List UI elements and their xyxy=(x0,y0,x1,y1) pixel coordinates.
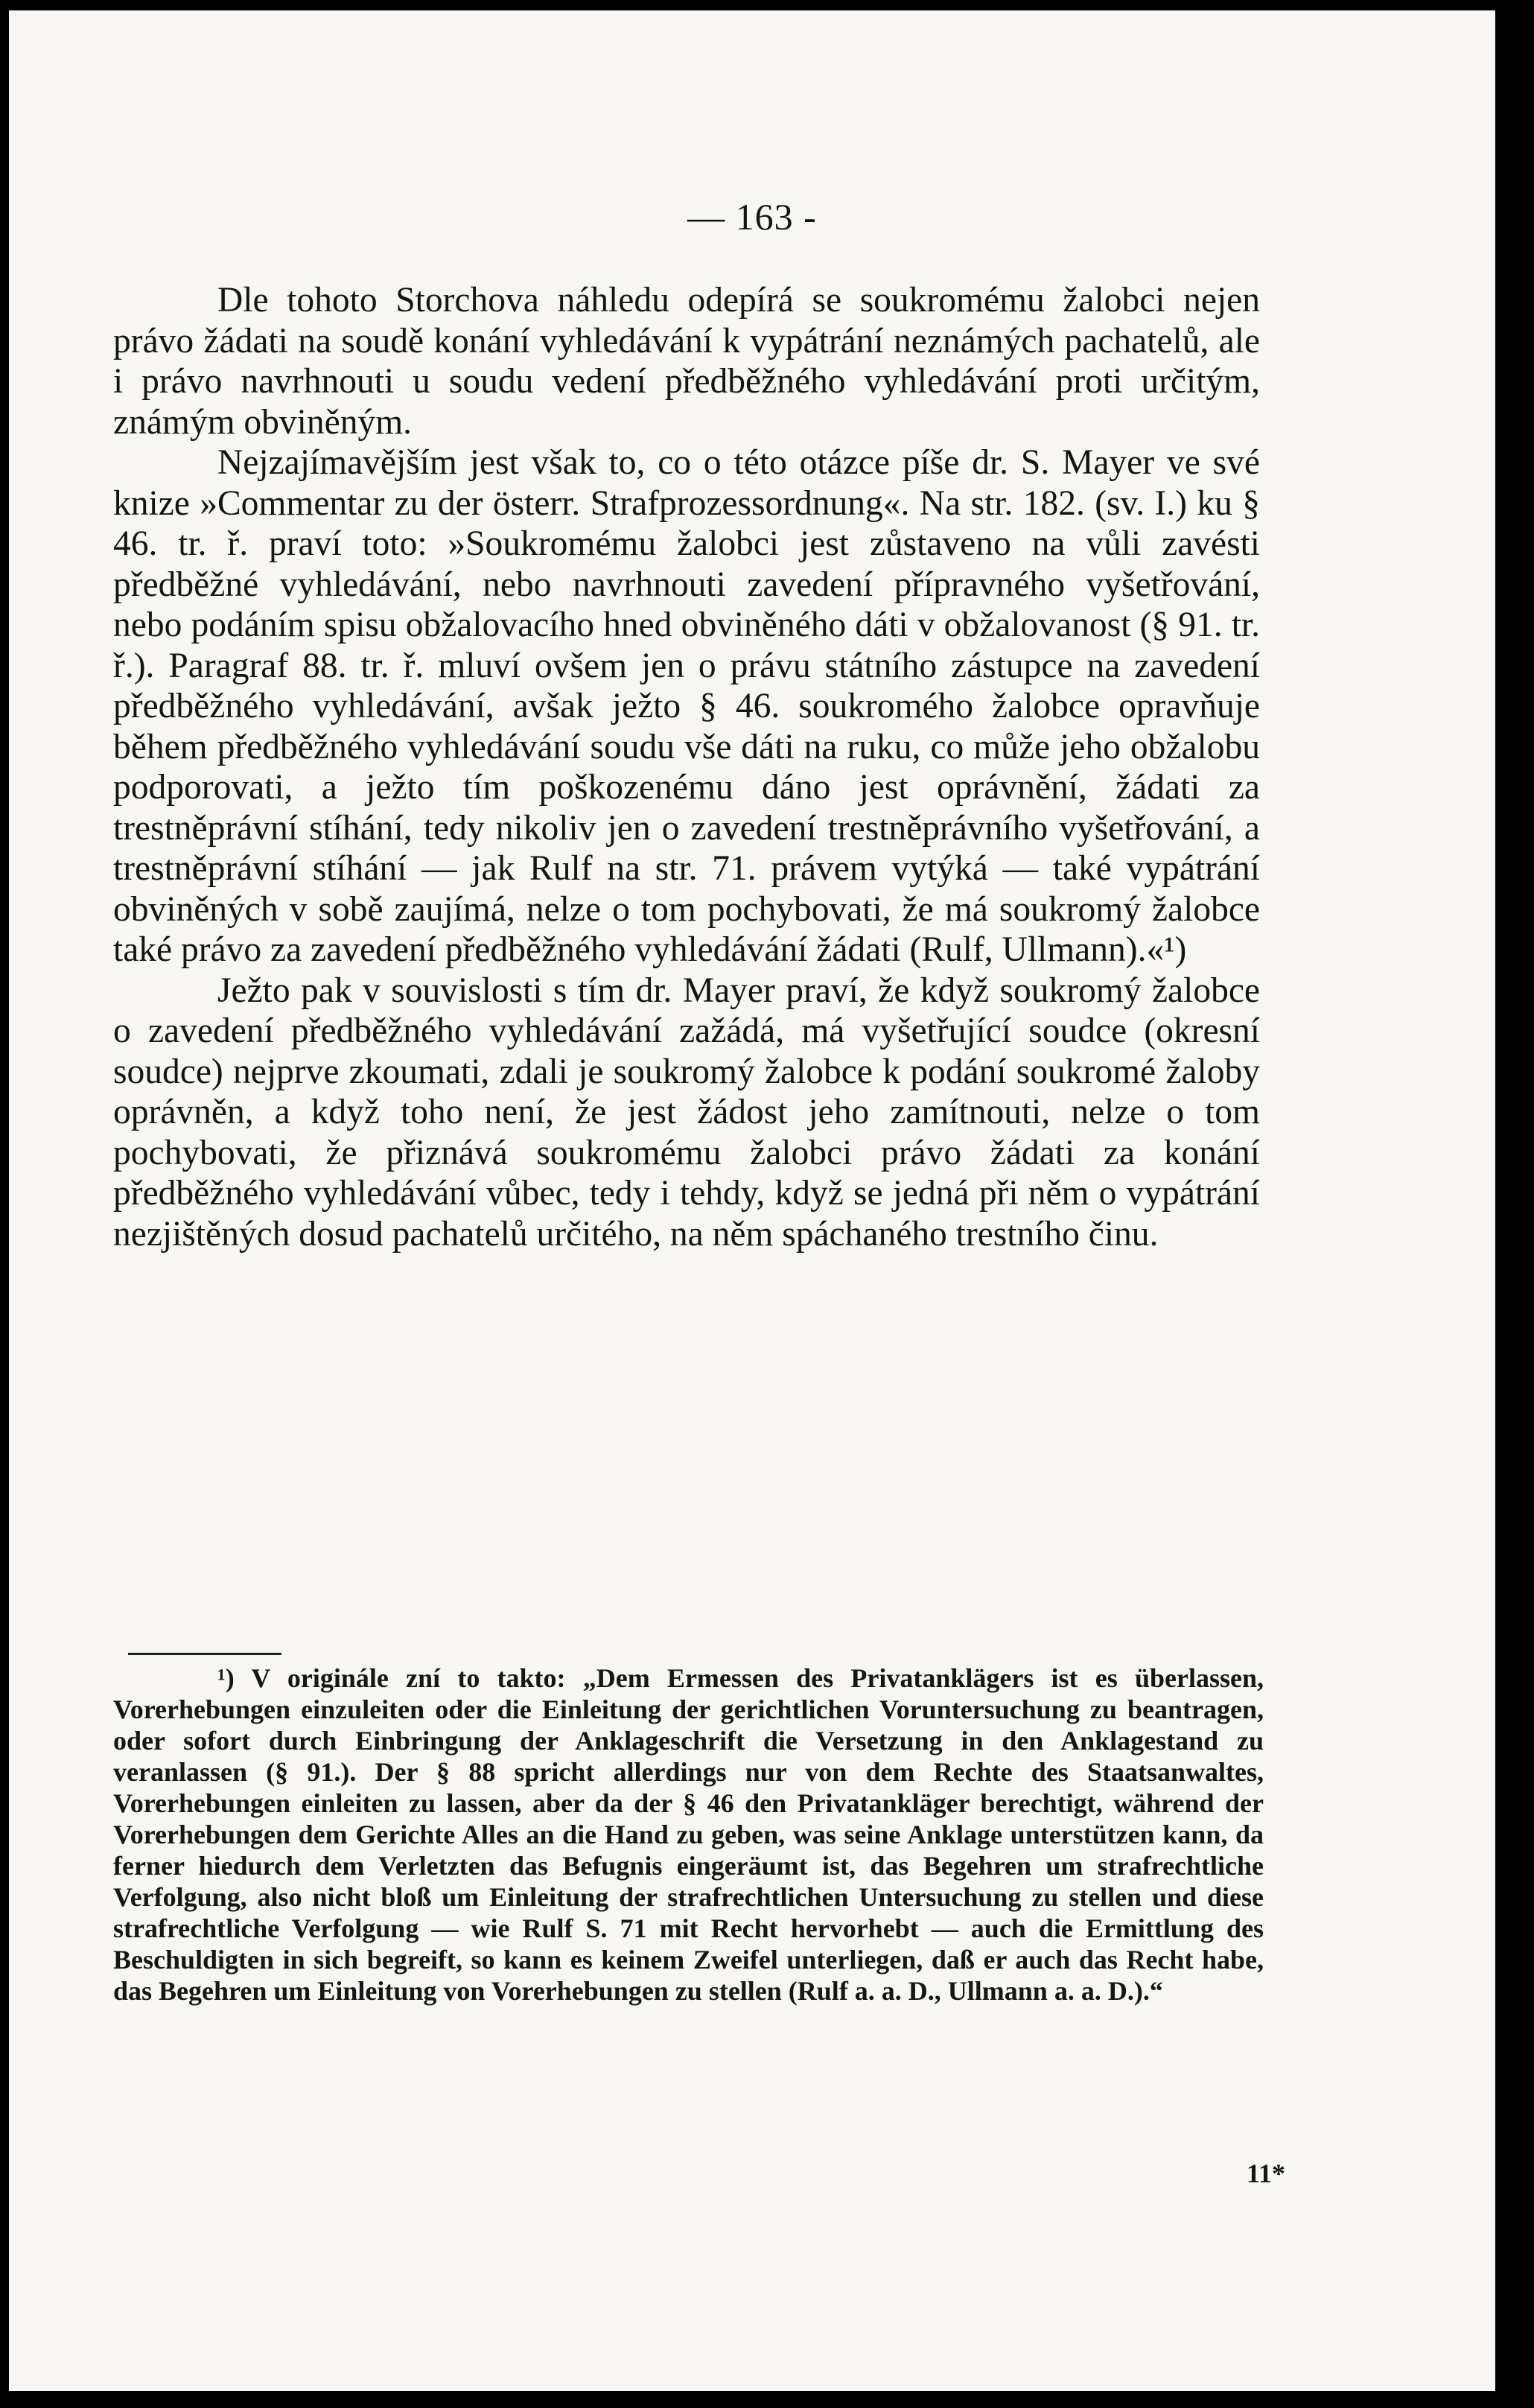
paragraph-2: Nejzajímavějším jest však to, co o této otázce píše dr. S. Mayer ve své knize »Commentar zu der österr. Strafprozessordnung«. Na str. 182. (sv. I.) ku § 46. tr. ř. praví toto: »Soukromému žalobci jest zůstaveno na vůli zavésti předběžné vyhledávání, nebo navrhnouti zavedení přípravného vyšetřování, nebo podáním spisu obžalovacího hned obviněného dáti v obžalovanost (§ 91. tr. ř.). Paragraf 88. tr. ř. mluví ovšem jen o právu státního zástupce na zavedení předběžného vyhledávání, avšak ježto § 46. soukromého žalobce opravňuje během předběžného vyhledávání soudu vše dáti na ruku, co může jeho obžalobu podporovati, a ježto tím poškozenému dáno jest oprávnění, žádati za trestněprávní stíhání, tedy nikoliv jen o zavedení trestněprávního vyšetřování, a trestněprávní stíhání — jak Rulf na str. 71. právem vytýká — také vypátrání obviněných v sobě zaujímá, nelze o tom pochybovati, že má soukromý žalobce také právo za zavedení předběžného vyhledávání žádati (Rulf, Ullmann).«¹) xyxy=(113,443,1260,969)
footnote-divider xyxy=(128,1653,281,1655)
paragraph-3: Ježto pak v souvislosti s tím dr. Mayer praví, že když soukromý žalobce o zavedení předběžného vyhledávání zažádá, má vyšetřující soudce (okresní soudce) nejprve zkoumati, zdali je soukromý žalobce k podání soukromé žaloby oprávněn, a když toho není, že jest žádost jeho zamítnouti, nelze o tom pochybovati, že přiznává soukromému žalobci právo žádati za konání předběžného vyhledávání vůbec, tedy i tehdy, když se jedná při něm o vypátrání nezjištěných dosud pachatelů určitého, na něm spáchaného trestního činu. xyxy=(113,970,1260,1254)
body-text xyxy=(113,280,1260,1254)
footnote: ¹) V originále zní to takto: „Dem Ermessen des Privatanklägers ist es überlassen, Vorerhebungen einzuleiten oder die Einleitung der gerichtlichen Voruntersuchung zu beantragen, oder sofort durch Einbringung der Anklageschrift die Versetzung in den Anklagestand zu veranlassen (§ 91.). Der § 88 spricht allerdings nur von dem Rechte des Staatsanwaltes, Vorerhebungen einleiten zu lassen, aber da der § 46 den Privatankläger berechtigt, während der Vorerhebungen dem Gerichte Alles an die Hand zu geben, was seine Anklage unterstützen kann, da ferner hiedurch dem Verletzten das Befugnis eingeräumt ist, das Begehren um strafrechtliche Verfolgung, also nicht bloß um Einleitung der strafrechtlichen Untersuchung zu stellen und diese strafrechtliche Verfolgung — wie Rulf S. 71 mit Recht hervorhebt — auch die Ermittlung des Beschuldigten in sich begreift, so kann es keinem Zweifel unterliegen, daß er auch das Recht habe, das Begehren um Einleitung von Vorerhebungen zu stellen (Rulf a. a. D., Ullmann a. a. D.).“ xyxy=(113,1663,1264,2006)
page-number: — 163 - xyxy=(687,196,817,238)
paragraph-1: Dle tohoto Storchova náhledu odepírá se soukromému žalobci nejen právo žádati na soudě konání vyhledávání k vypátrání neznámých pachatelů, ale i právo navrhnouti u soudu vedení předběžného vyhledávání proti určitým, známým obviněným. xyxy=(113,281,1260,442)
page-sheet xyxy=(9,10,1495,2391)
signature-mark: 11* xyxy=(1246,2158,1285,2188)
